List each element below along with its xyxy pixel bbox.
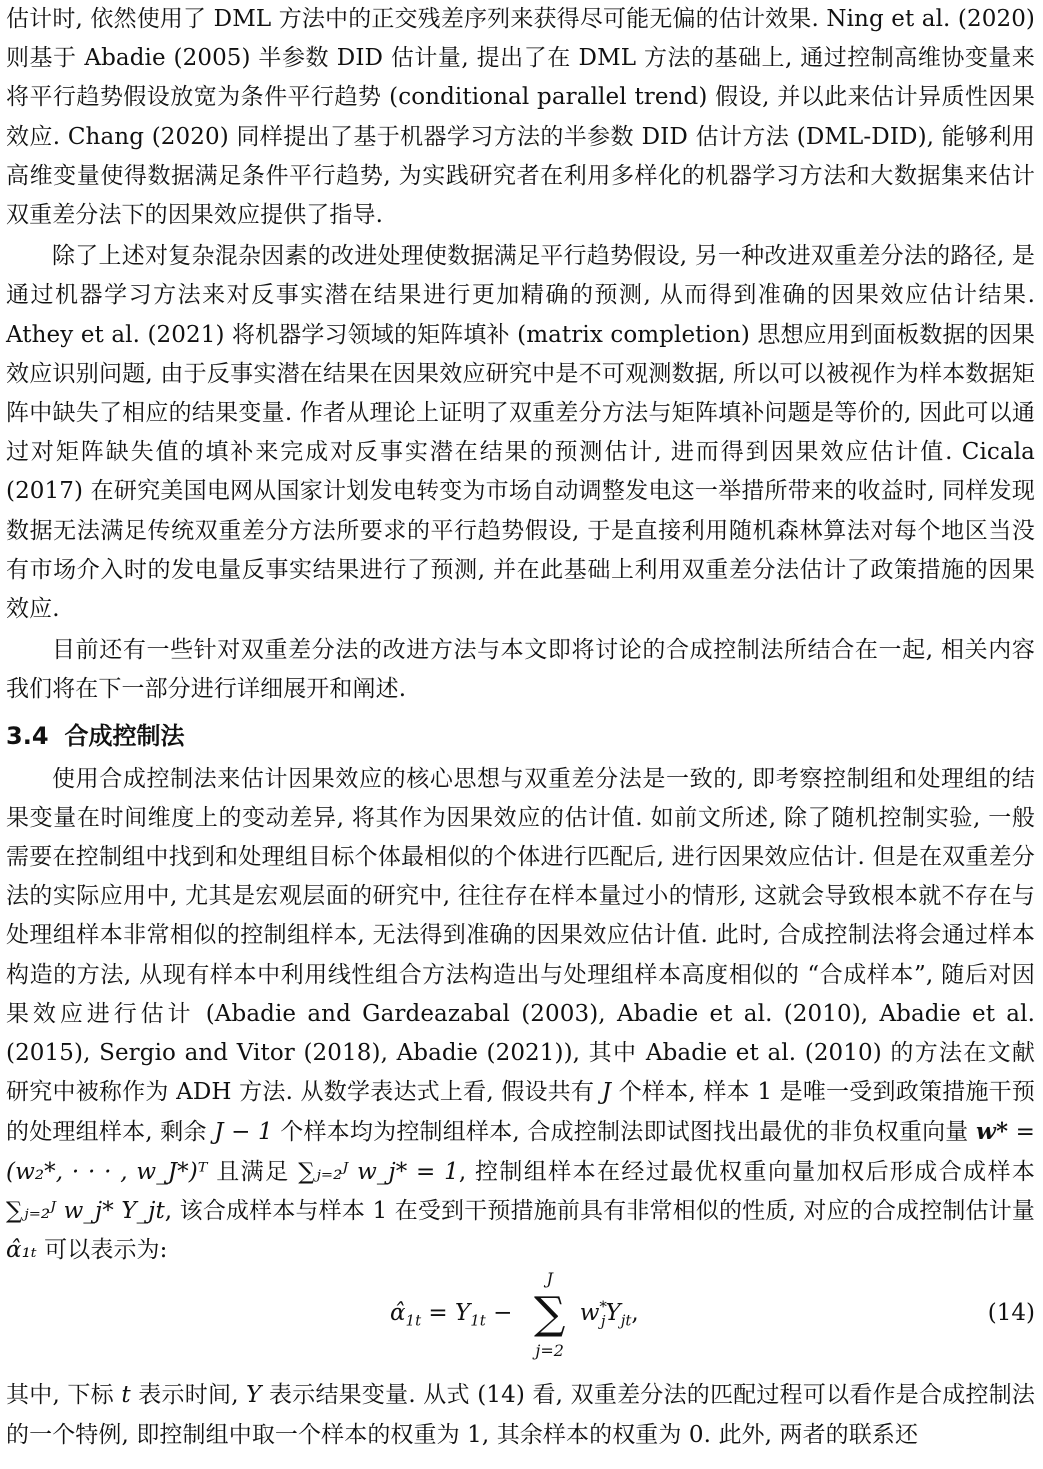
math-t: t <box>121 1382 131 1409</box>
eq-sub: 1t <box>470 1311 486 1330</box>
sum-upper-limit: J <box>546 1269 553 1289</box>
math-J-minus-1: J − 1 <box>214 1119 273 1146</box>
text-run: 表示结果变量. 从式 (14) 看, 双重差分法的匹配过程可以看作是合成控制法的一个特例, 即控制组中取一个样本的权重为 1, 其余样本的权重为 0. 此外, 两者的联系还 <box>6 1382 1036 1448</box>
text-run: 个样本均为控制组样本, 合成控制法即试图找出最优的非负权重向量 <box>272 1119 977 1146</box>
math-J: J <box>601 1079 612 1106</box>
text-run: , 该合成样本与样本 1 在受到干预措施前具有非常相似的性质, 对应的合成控制估计量 <box>164 1197 1035 1224</box>
equation-number: (14) <box>987 1300 1035 1327</box>
eq-alpha-hat: α̂ <box>390 1300 406 1327</box>
equation-14 <box>6 1269 1035 1372</box>
math-synthetic-sample: ∑ⱼ₌₂ᴶ w_j* Y_jt <box>6 1197 165 1224</box>
section-number: 3.4 <box>6 721 49 750</box>
summation <box>526 1269 574 1361</box>
paragraph-synthetic-control <box>6 760 1035 1271</box>
eq-star: * <box>599 1297 607 1316</box>
eq-minus: − <box>485 1300 520 1327</box>
math-constraint: ∑ⱼ₌₂ᴶ w_j* = 1 <box>298 1158 459 1185</box>
text-run: 可以表示为: <box>36 1237 168 1264</box>
math-Y: Y <box>246 1382 262 1409</box>
paragraph-transition: 目前还有一些针对双重差分法的改进方法与本文即将讨论的合成控制法所结合在一起, 相关内容我们将在下一部分进行详细展开和阐述. <box>6 637 1035 703</box>
text-run: 表示时间, <box>130 1382 247 1409</box>
sum-lower-limit: j=2 <box>535 1341 564 1361</box>
math-w-star: w* <box>976 1118 1009 1146</box>
text-run: 个样本, 样本 1 是唯一受到政策措施干预的处理组样本, 剩余 <box>6 1079 1036 1146</box>
eq-w: w <box>579 1300 600 1327</box>
text-run: 使用合成控制法来估计因果效应的核心思想与双重差分法是一致的, 即考察控制组和处理组的结果变量在时间维度上的变动差异, 将其作为因果效应的估计值. 如前文所述, 除了随机控制实验, 一般需要在控制组中找到和处理组目标个体最相似的个体进行匹配后, 进行因果效应估计. 但是在双重差分法的实际应用中, 尤其是宏观层面的研究中, 往往存在样本量过小的情形, 这就会导致根本就不存在与处理组样本非常相似的控制组样本, 无法得到准确的因果效应估计值. 此时, 合成控制法将会通过样本构造的方法, 从现有样本中利用线性组合方法构造出与处理组样本高度相似的 “合成样本”, 随后对因果效应进行估计 (Abadie and Gardeazabal (2003), Abadie et al. (2010), Abadie et al. (2015), Sergio and Vitor (2018), Abadie (2021)), 其中 Abadie et al. (2010) 的方法在文献研究中被称作为 ADH 方法. 从数学表达式上看, 假设共有 <box>6 765 1035 1106</box>
eq-Y: Y <box>605 1300 621 1327</box>
text-run: , 控制组样本在经过最优权重向量加权后形成合成样本 <box>458 1158 1036 1185</box>
paragraph-equation-explanation <box>6 1376 1035 1454</box>
math-alpha-hat: α̂₁ₜ <box>6 1237 37 1264</box>
paragraph-dml-did: 估计时, 依然使用了 DML 方法中的正交残差序列来获得尽可能无偏的估计效果. Ning et al. (2020) 则基于 Abadie (2005) 半参数 DID 估计量, 提出了在 DML 方法的基础上, 通过控制高维协变量来将平行趋势假设放宽为条件平行趋势 (conditional parallel trend) 假设, 并以此来估计异质性因果效应. Chang (2020) 同样提出了基于机器学习方法的半参数 DID 估计方法 (DML-DID), 能够利用高维变量使得数据满足条件平行趋势, 为实践研究者在利用多样化的机器学习方法和大数据集来估计双重差分法下的因果效应提供了指导. <box>6 6 1035 229</box>
math-w-vector: = (w₂*, · · · , w_J*)ᵀ <box>6 1119 1035 1185</box>
text-run: 其中, 下标 <box>6 1382 122 1409</box>
eq-sub: 1t <box>405 1311 422 1330</box>
eq-comma: , <box>631 1300 639 1327</box>
eq-sub: jt <box>620 1311 632 1330</box>
sum-symbol: ∑ <box>533 1288 566 1340</box>
eq-equals: = Y <box>421 1300 471 1327</box>
section-heading <box>6 717 1035 755</box>
section-title: 合成控制法 <box>64 721 185 750</box>
eq-sub: j <box>600 1311 606 1330</box>
equation-body <box>390 1269 639 1361</box>
text-run: 且满足 <box>207 1158 299 1185</box>
paragraph-matrix-completion: 除了上述对复杂混杂因素的改进处理使数据满足平行趋势假设, 另一种改进双重差分法的路径, 是通过机器学习方法来对反事实潜在结果进行更加精确的预测, 从而得到准确的因果效应估计结果. Athey et al. (2021) 将机器学习领域的矩阵填补 (matrix completion) 思想应用到面板数据的因果效应识别问题, 由于反事实潜在结果在因果效应研究中是不可观测数据, 所以可以被视作为样本数据矩阵中缺失了相应的结果变量. 作者从理论上证明了双重差分方法与矩阵填补问题是等价的, 因此可以通过对矩阵缺失值的填补来完成对反事实潜在结果的预测估计, 进而得到因果效应估计值. Cicala (2017) 在研究美国电网从国家计划发电转变为市场自动调整发电这一举措所带来的收益时, 同样发现数据无法满足传统双重差分方法所要求的平行趋势假设, 于是直接利用随机森林算法对每个地区当没有市场介入时的发电量反事实结果进行了预测, 并在此基础上利用双重差分法估计了政策措施的因果效应. <box>6 243 1035 623</box>
